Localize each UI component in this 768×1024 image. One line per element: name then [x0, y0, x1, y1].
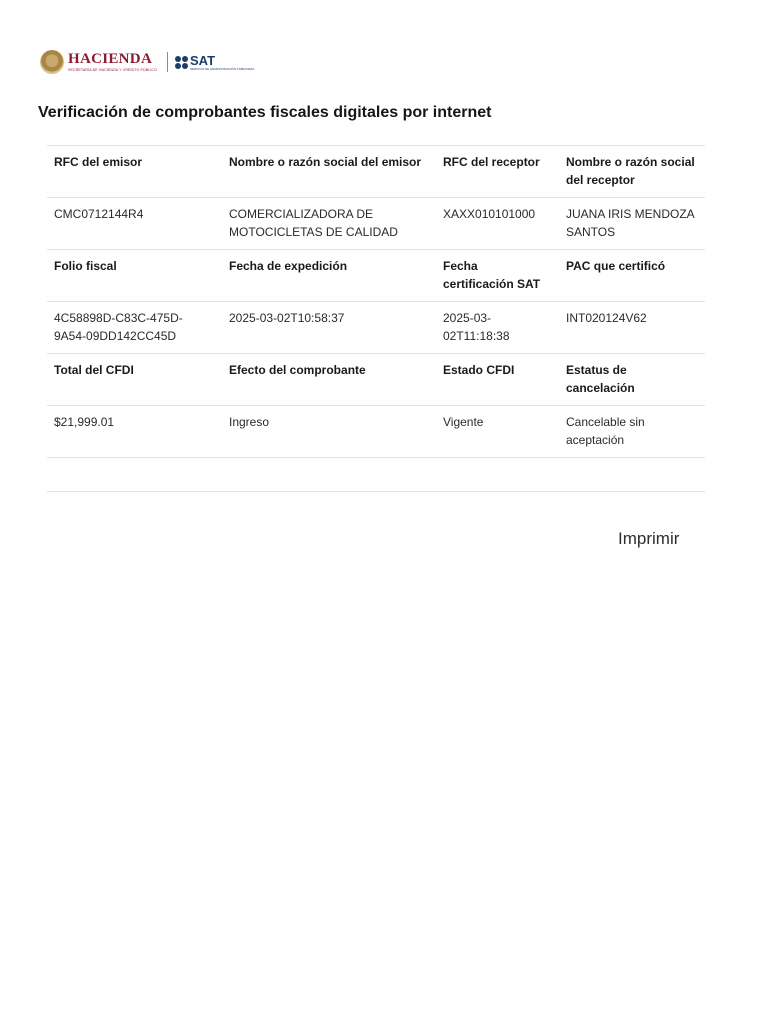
hacienda-logo-subtitle: SECRETARÍA DE HACIENDA Y CRÉDITO PÚBLICO	[68, 67, 158, 72]
table-label-row	[47, 354, 705, 406]
label-total-cfdi: Total del CFDI	[47, 354, 222, 406]
coat-of-arms-icon	[40, 50, 64, 74]
hacienda-logo	[68, 52, 157, 73]
table-end-divider	[47, 492, 705, 493]
value-estatus-cancelacion: Cancelable sin aceptación	[559, 406, 705, 458]
value-nombre-emisor: COMERCIALIZADORA DE MOTOCICLETAS DE CALIDAD	[222, 198, 436, 250]
label-pac: PAC que certificó	[559, 250, 705, 302]
page-title: Verificación de comprobantes fiscales digitales por internet	[38, 104, 492, 121]
value-rfc-emisor: CMC0712144R4	[47, 198, 222, 250]
value-estado: Vigente	[436, 406, 559, 458]
value-pac: INT020124V62	[559, 302, 705, 354]
value-fecha-certificacion: 2025-03-02T11:18:38	[436, 302, 559, 354]
value-total-cfdi: $21,999.01	[47, 406, 222, 458]
label-folio-fiscal: Folio fiscal	[47, 250, 222, 302]
value-fecha-expedicion: 2025-03-02T10:58:37	[222, 302, 436, 354]
hacienda-logo-name: HACIENDA	[68, 50, 153, 67]
sat-logo-name: SAT	[190, 52, 216, 68]
label-rfc-receptor: RFC del receptor	[436, 146, 559, 198]
sat-mark-icon	[175, 56, 188, 69]
table-value-row	[47, 406, 705, 458]
table-empty-row	[47, 458, 705, 492]
table-value-row	[47, 302, 705, 354]
label-rfc-emisor: RFC del emisor	[47, 146, 222, 198]
value-rfc-receptor: XAXX010101000	[436, 198, 559, 250]
cfdi-details-table	[47, 145, 705, 492]
logo-divider	[167, 52, 168, 72]
label-nombre-emisor: Nombre o razón social del emisor	[222, 146, 436, 198]
label-estatus-cancelacion: Estatus de cancelación	[559, 354, 705, 406]
label-fecha-certificacion: Fecha certificación SAT	[436, 250, 559, 302]
table-label-row	[47, 250, 705, 302]
table-value-row	[47, 198, 705, 250]
value-nombre-receptor: JUANA IRIS MENDOZA SANTOS	[559, 198, 705, 250]
label-efecto: Efecto del comprobante	[222, 354, 436, 406]
label-estado: Estado CFDI	[436, 354, 559, 406]
header-logos	[40, 46, 254, 78]
value-efecto: Ingreso	[222, 406, 436, 458]
label-fecha-expedicion: Fecha de expedición	[222, 250, 436, 302]
sat-logo-subtitle: SERVICIO DE ADMINISTRACIÓN TRIBUTARIA	[190, 66, 255, 71]
table-label-row	[47, 146, 705, 198]
label-nombre-receptor: Nombre o razón social del receptor	[559, 146, 705, 198]
value-folio-fiscal: 4C58898D-C83C-475D-9A54-09DD142CC45D	[47, 302, 222, 354]
sat-logo	[175, 54, 254, 71]
print-button[interactable]: Imprimir	[618, 529, 680, 548]
